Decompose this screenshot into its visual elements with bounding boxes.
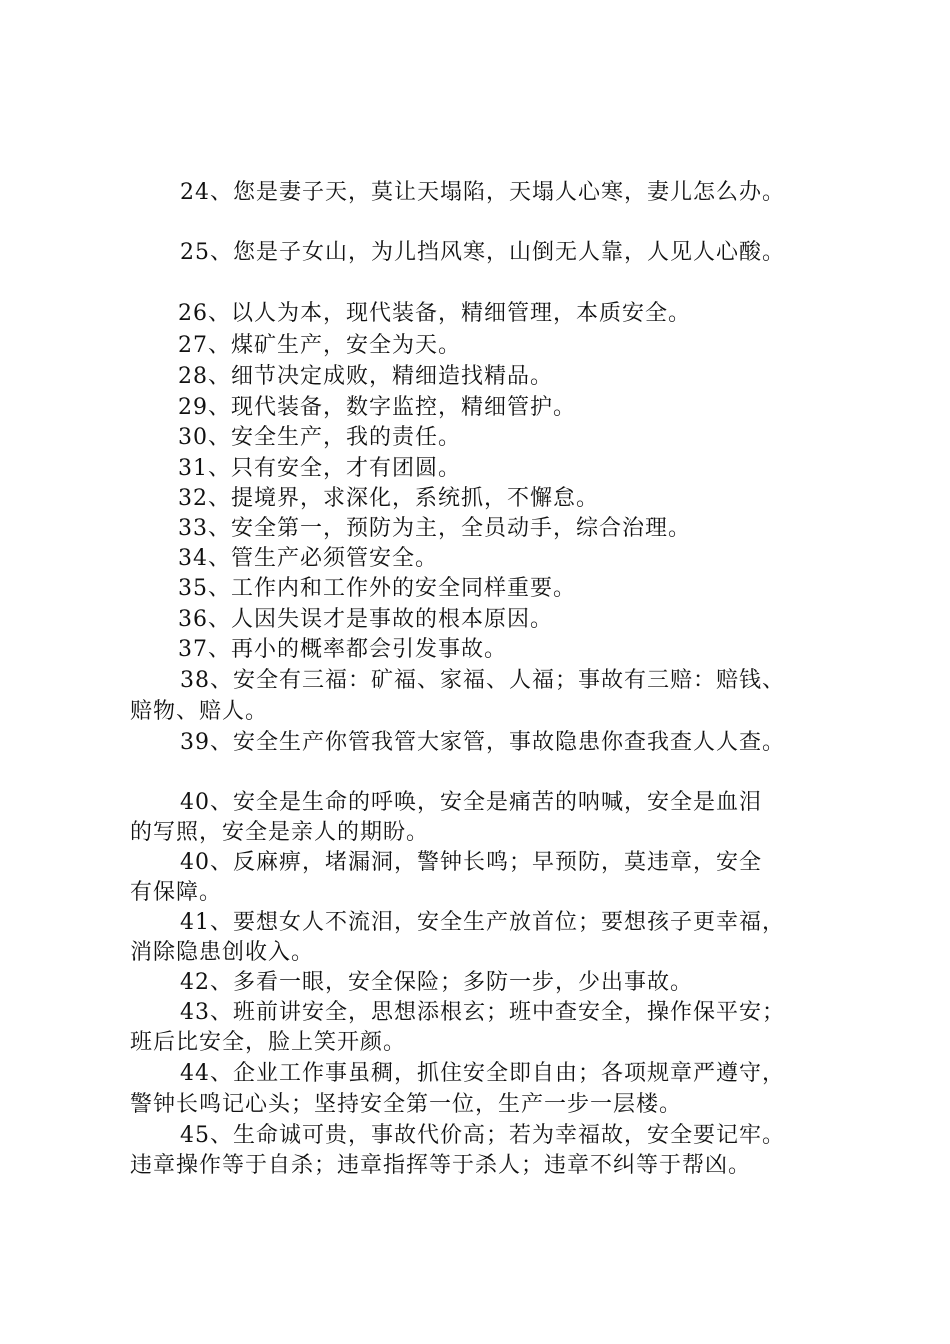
slogan-43-cont: 班后比安全，脸上笑开颜。 [130,1030,407,1055]
slogan-40a: 40、安全是生命的呼唤，安全是痛苦的呐喊，安全是血泪 [180,790,762,815]
slogan-35: 35、工作内和工作外的安全同样重要。 [178,576,576,601]
slogan-34: 34、管生产必须管安全。 [178,546,438,571]
slogan-37: 37、再小的概率都会引发事故。 [178,637,507,662]
slogan-43: 43、班前讲安全，思想添根玄；班中查安全，操作保平安； [180,1000,785,1025]
slogan-28: 28、细节决定成败，精细造找精品。 [178,364,553,389]
slogan-31: 31、只有安全，才有团圆。 [178,456,461,481]
slogan-36: 36、人因失误才是事故的根本原因。 [178,607,553,632]
slogan-30: 30、安全生产，我的责任。 [178,425,461,450]
slogan-38-cont: 赔物、赔人。 [130,699,269,724]
slogan-40b-cont: 有保障。 [130,880,223,905]
slogan-42: 42、多看一眼，安全保险；多防一步，少出事故。 [180,970,693,995]
slogan-45: 45、生命诚可贵，事故代价高；若为幸福故，安全要记牢。 [180,1123,785,1148]
slogan-24: 24、您是妻子天，莫让天塌陷，天塌人心寒，妻儿怎么办。 [180,180,785,205]
slogan-44-cont: 警钟长鸣记心头；坚持安全第一位，生产一步一层楼。 [130,1092,683,1117]
slogan-45-cont: 违章操作等于自杀；违章指挥等于杀人；违章不纠等于帮凶。 [130,1153,752,1178]
slogan-40a-cont: 的写照，安全是亲人的期盼。 [130,820,430,845]
slogan-32: 32、提境界，求深化，系统抓，不懈怠。 [178,486,599,511]
slogan-40b: 40、反麻痹，堵漏洞，警钟长鸣；早预防，莫违章，安全 [180,850,762,875]
slogan-41-cont: 消除隐患创收入。 [130,940,315,965]
slogan-27: 27、煤矿生产，安全为天。 [178,333,461,358]
slogan-39: 39、安全生产你管我管大家管，事故隐患你查我查人人查。 [180,730,785,755]
slogan-44: 44、企业工作事虽稠，抓住安全即自由；各项规章严遵守， [180,1061,785,1086]
slogan-38: 38、安全有三福：矿福、家福、人福；事故有三赔：赔钱、 [180,668,785,693]
slogan-26: 26、以人为本，现代装备，精细管理，本质安全。 [178,301,691,326]
slogan-25: 25、您是子女山，为儿挡风寒，山倒无人靠，人见人心酸。 [180,240,785,265]
slogan-29: 29、现代装备，数字监控，精细管护。 [178,395,576,420]
slogan-41: 41、要想女人不流泪，安全生产放首位；要想孩子更幸福， [180,910,785,935]
slogan-33: 33、安全第一，预防为主，全员动手，综合治理。 [178,516,691,541]
